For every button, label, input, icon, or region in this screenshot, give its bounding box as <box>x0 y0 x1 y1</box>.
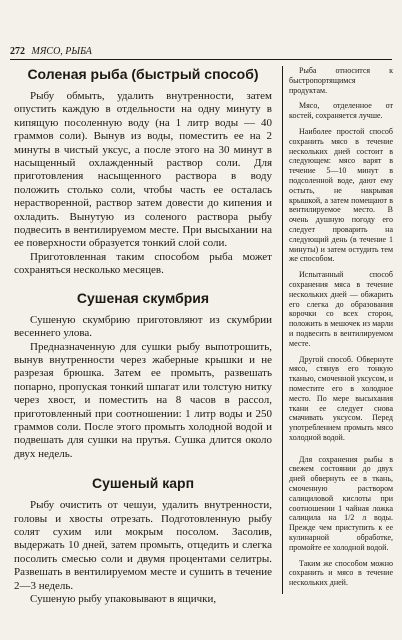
section-title-salted-fish: Соленая рыба (быстрый способ) <box>27 66 259 82</box>
sidebar-note: Мясо, отделенное от костей, сохраняется лучше. <box>289 101 393 121</box>
sidebar-note: Таким же способом можно сохранить и мясо в течение нескольких дней. <box>289 558 393 588</box>
section-title-dried-mackerel: Сушеная скумбрия <box>76 289 210 306</box>
main-column <box>14 66 272 606</box>
page-number: 272 <box>10 46 25 57</box>
paragraph: Сушеную скумбрию приготовляют из скумбрии весеннего улова. <box>14 313 272 340</box>
paragraph: Приготовленная таким способом рыба может сохраняться несколько месяцев. <box>14 250 272 277</box>
sidebar-note: Для сохранения рыбы в свежем состоянии до двух дней обвернуть ее в ткань, смоченную раствором салициловой кислоты при соотношении 1 чайная ложка салицила на 1/2 л воды. Прежде чем приступить к ее кулинарной обработке, промойте ее холодной водой. <box>289 454 393 552</box>
paragraph: Предназначенную для сушки рыбу выпотрошить, вынув внутренности через жаберные крышки и не разрезая брюшка. Затем ее промыть, развешать попарно, пропуская тонкий шпагат или толстую нитку через хвост, и поместить на 8 часов в рассол, приготовленный при соотношении: 1 литр воды и 250 граммов соли. После этого промыть холодной водой и подвешать для сушки на прутья. Сушка длится около двух недель. <box>14 340 272 460</box>
paragraph: Рыбу обмыть, удалить внутренности, затем опустить каждую в отдельности на одну минуту в кипящую посоленную воду (на 1 литр воды — 40 граммов соли). Вынув из воды, поместить ее на 2 минуты в чистый уксус, а после этого на 30 минут в насыщенный охлажденный раствор соли. Для приготовления насыщенного раствора в воду положить столько соли, чтобы часть ее осталась нерастворенной, раствор затем довести до кипения и охладить. Вынутую из соленого раствора рыбу подвесить в вентилируемом месте. При высыхании на ее поверхности образуется тонкий слой соли. <box>14 90 272 250</box>
section-title-dried-carp: Сушеный карп <box>91 475 195 492</box>
sidebar-note: Наиболее простой способ сохранить мясо в течение нескольких дней состоит в следующем: мясо варят в течение 5—10 минут в подсоленной воде, дают ему остыть, не накрывая крышкой, а затем помещают в вентилируемое место. В очень душную погоду его следует проварить на следующий день (в течение 1 минуты) и затем остудить тем же способом. <box>289 126 393 264</box>
page-header <box>10 46 392 60</box>
paragraph: Рыбу очистить от чешуи, удалить внутренности, головы и хвосты отрезать. Подготовленную рыбу солят сухим или мокрым посолом. Засолив, выдержать 10 дней, затем промыть, отцедить и слегка посолить смесью соли и двумя процентами селитры. Развешать в вентилируемом месте и сушить в течение 2—3 недель. <box>14 499 272 592</box>
sidebar-note: Рыба относится к быстропортящимся продуктам. <box>289 66 393 95</box>
sidebar-note: Другой способ. Обвернуте мясо, стянув его тонкую тканью, смоченной уксусом, и поместите его в холодное место. По мере высыхания ткани ее следует снова смачивать уксусом. Перед употреблением промыть мясо холодной водой. <box>289 354 393 442</box>
sidebar-note: Испытанный способ сохранения мяса в течение нескольких дней — обжарить его слегка до образования корочки со всех сторон, положить в мешочек из марли и подвесить в вентилируемом месте. <box>289 270 393 348</box>
sidebar-notes <box>282 66 393 594</box>
paragraph: Сушеную рыбу упаковывают в ящички, <box>30 593 217 605</box>
running-head: МЯСО, РЫБА <box>31 46 92 57</box>
